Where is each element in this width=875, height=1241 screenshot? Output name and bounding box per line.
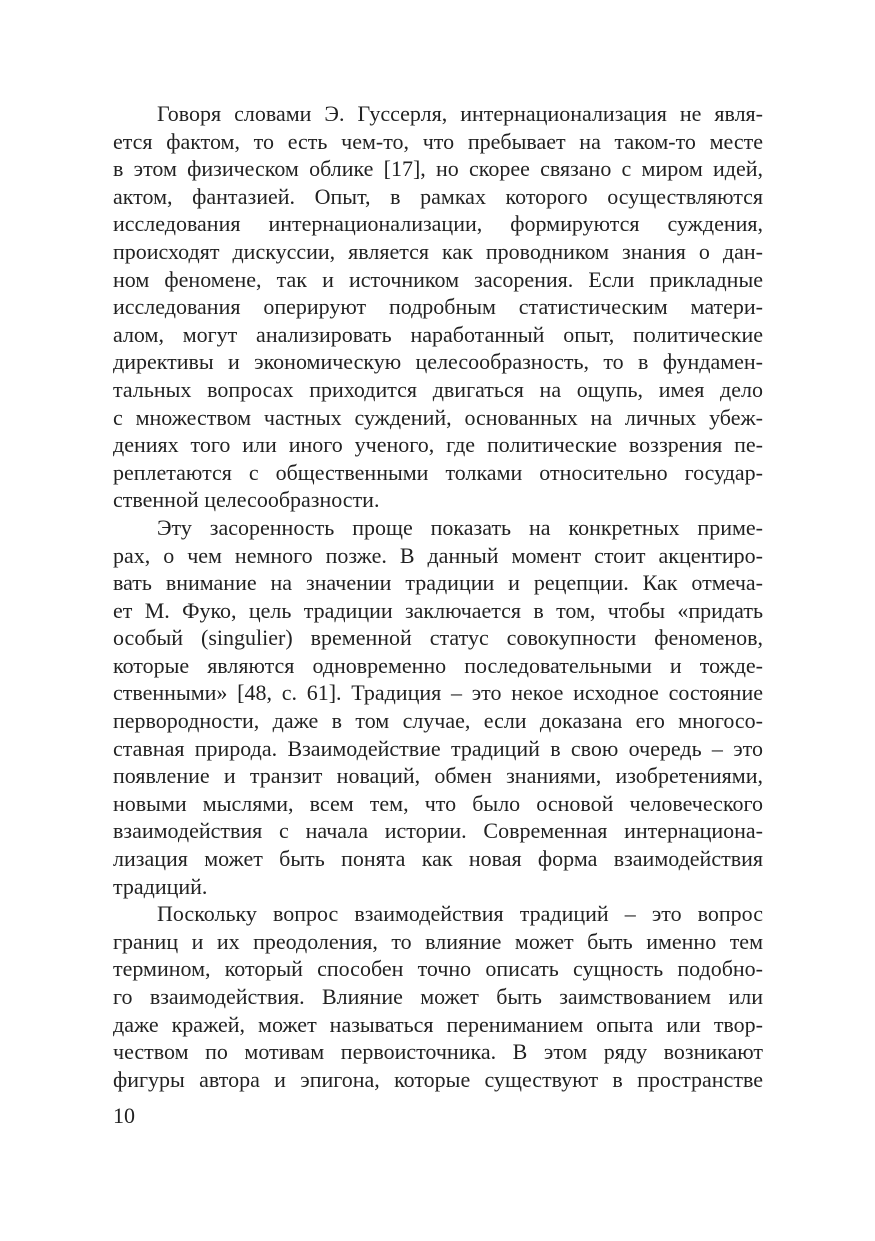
text-line: появление и транзит новаций, обмен знаниями, изобретениями, [113, 763, 763, 789]
text-line: ственными» [48, с. 61]. Традиция – это некое исходное состояние [113, 680, 763, 706]
text-line: в этом физическом облике [17], но скорее связано с миром идей, [113, 156, 763, 182]
text-line: Поскольку вопрос взаимодействия традиций – это вопрос [157, 901, 763, 927]
text-line: традиций. [113, 873, 208, 899]
text-line: тальных вопросах приходится двигаться на ощупь, имея дело [113, 376, 763, 402]
text-line: даже кражей, может называться перениманием опыта или твор- [113, 1011, 763, 1037]
page-number: 10 [113, 1103, 135, 1128]
text-line: с множеством частных суждений, основанных на личных убеж- [113, 404, 763, 430]
text-line: ном феномене, так и источником засорения. Если прикладные [113, 266, 763, 292]
text-line: особый (singulier) временной статус совокупности феноменов, [113, 625, 763, 651]
text-line: исследования интернационализации, формируются суждения, [113, 211, 763, 237]
text-line: вать внимание на значении традиции и рецепции. Как отмеча- [113, 570, 763, 596]
text-line: границ и их преодоления, то влияние может быть именно тем [113, 928, 763, 954]
text-line: Эту засоренность проще показать на конкретных приме- [157, 514, 763, 540]
text-line: лизация может быть понята как новая форма взаимодействия [113, 846, 763, 872]
text-line: ставная природа. Взаимодействие традиций в свою очередь – это [113, 735, 763, 761]
text-line: дениях того или иного ученого, где политические воззрения пе- [113, 432, 763, 458]
text-line: исследования оперируют подробным статистическим матери- [113, 294, 763, 320]
text-line: го взаимодействия. Влияние может быть заимствованием или [113, 984, 763, 1009]
text-line: которые являются одновременно последовательными и тожде- [113, 652, 763, 678]
paragraph-3 [113, 900, 763, 1093]
text-line: ется фактом, то есть чем-то, что пребывает на таком-то месте [113, 128, 763, 154]
paragraph-2 [113, 514, 763, 900]
text-line: происходят дискуссии, является как проводником знания о дан- [113, 238, 763, 264]
text-block [113, 100, 763, 1093]
text-line: директивы и экономическую целесообразность, то в фундамен- [113, 349, 763, 375]
text-line: чеством по мотивам первоисточника. В этом ряду возникают [113, 1039, 763, 1065]
text-line: новыми мыслями, всем тем, что было основой человеческого [113, 790, 763, 816]
text-line: термином, который способен точно описать сущность подобно- [113, 956, 763, 982]
text-line: реплетаются с общественными толками относительно государ- [113, 459, 763, 485]
text-line: Говоря словами Э. Гуссерля, интернационализация не явля- [157, 101, 763, 126]
text-line: ет М. Фуко, цель традиции заключается в том, чтобы «придать [113, 597, 763, 623]
text-line: фигуры автора и эпигона, которые существуют в пространстве [113, 1066, 763, 1092]
text-line: первородности, даже в том случае, если доказана его многосо- [113, 708, 763, 734]
text-line: ственной целесообразности. [113, 487, 380, 513]
paragraph-1 [113, 100, 763, 514]
text-line: рах, о чем немного позже. В данный момент стоит акцентиро- [113, 542, 763, 568]
text-line: взаимодействия с начала истории. Современная интернациона- [113, 818, 763, 844]
text-line: актом, фантазией. Опыт, в рамках которого осуществляются [113, 183, 763, 209]
text-line: алом, могут анализировать наработанный опыт, политические [113, 321, 763, 347]
